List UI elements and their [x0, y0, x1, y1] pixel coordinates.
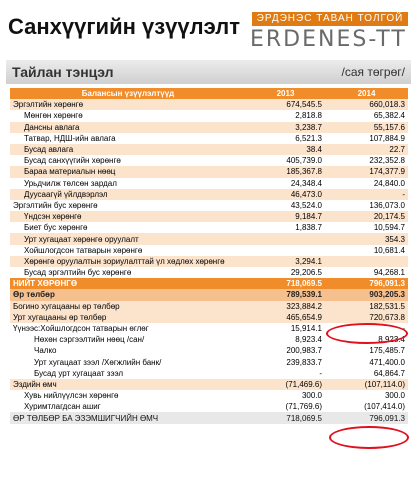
- value-2014: 182,531.5: [325, 301, 408, 312]
- value-2014: 903,205.3: [325, 289, 408, 300]
- value-2014: -: [325, 323, 408, 334]
- value-2013: [246, 245, 325, 256]
- table-row: [10, 278, 408, 289]
- table-row: [10, 166, 408, 177]
- section-title: Тайлан тэнцэл: [12, 64, 114, 80]
- table-row: [10, 256, 408, 267]
- value-2013: 1,838.7: [246, 222, 325, 233]
- value-2013: 43,524.0: [246, 200, 325, 211]
- value-2013: (71,769.6): [246, 401, 325, 412]
- value-2014: 136,073.0: [325, 200, 408, 211]
- value-2013: 674,545.5: [246, 99, 325, 110]
- value-2013: 24,348.4: [246, 178, 325, 189]
- value-2013: -: [246, 368, 325, 379]
- value-2014: 107,884.9: [325, 133, 408, 144]
- value-2013: 718,069.5: [246, 412, 325, 423]
- table-row: [10, 312, 408, 323]
- value-2014: 796,091.3: [325, 412, 408, 423]
- logo-main-text: ERDENES-TT: [250, 27, 407, 52]
- row-label: Урт хугацаат зээл /Хөгжлийн банк/: [10, 357, 246, 368]
- value-2013: 200,983.7: [246, 345, 325, 356]
- row-label: Биет бус хөрөнгө: [10, 222, 246, 233]
- row-label: Бараа материалын нөөц: [10, 166, 246, 177]
- value-2013: 300.0: [246, 390, 325, 401]
- value-2013: 465,654.9: [246, 312, 325, 323]
- table-row: [10, 289, 408, 300]
- value-2014: 20,174.5: [325, 211, 408, 222]
- value-2014: 720,673.8: [325, 312, 408, 323]
- value-2014: 174,377.9: [325, 166, 408, 177]
- value-2014: 300.0: [325, 390, 408, 401]
- value-2014: (107,414.0): [325, 401, 408, 412]
- row-label: Бусад авлага: [10, 144, 246, 155]
- table-row: [10, 155, 408, 166]
- row-label: НИЙТ ХӨРӨНГӨ: [10, 278, 246, 289]
- table-row: [10, 189, 408, 200]
- value-2014: (107,114.0): [325, 379, 408, 390]
- section-bar: [6, 60, 411, 84]
- table-row: [10, 301, 408, 312]
- value-2013: 38.4: [246, 144, 325, 155]
- value-2013: [246, 233, 325, 244]
- row-label: Мөнгөн хөрөнгө: [10, 110, 246, 121]
- row-label: Хойшлогдсон татварын хөрөнгө: [10, 245, 246, 256]
- table-row: [10, 390, 408, 401]
- page-title: Санхүүгийн үзүүлэлт: [8, 14, 240, 39]
- row-label: Татвар, НДШ-ийн авлага: [10, 133, 246, 144]
- value-2013: 29,206.5: [246, 267, 325, 278]
- highlight-oval-equity: [329, 426, 409, 449]
- value-2014: [325, 256, 408, 267]
- table-row: [10, 379, 408, 390]
- value-2013: 718,069.5: [246, 278, 325, 289]
- table-row: [10, 211, 408, 222]
- row-label: Бусад санхүүгийн хөрөнгө: [10, 155, 246, 166]
- value-2013: (71,469.6): [246, 379, 325, 390]
- value-2013: 2,818.8: [246, 110, 325, 121]
- header-2013: 2013: [246, 88, 325, 99]
- value-2014: 660,018.3: [325, 99, 408, 110]
- value-2013: 46,473.0: [246, 189, 325, 200]
- table-row: [10, 245, 408, 256]
- row-label: Эздийн өмч: [10, 379, 246, 390]
- value-2014: 232,352.8: [325, 155, 408, 166]
- value-2013: 3,294.1: [246, 256, 325, 267]
- row-label: ӨР ТӨЛБӨР БА ЭЗЭМШИГЧИЙН ӨМЧ: [10, 412, 246, 423]
- value-2013: 6,521.3: [246, 133, 325, 144]
- value-2014: 471,400.0: [325, 357, 408, 368]
- value-2014: 22.7: [325, 144, 408, 155]
- value-2014: 796,091.3: [325, 278, 408, 289]
- header-2014: 2014: [325, 88, 408, 99]
- value-2014: 24,840.0: [325, 178, 408, 189]
- value-2013: 789,539.1: [246, 289, 325, 300]
- row-label: Дансны авлага: [10, 122, 246, 133]
- table-row: [10, 122, 408, 133]
- table-row: [10, 357, 408, 368]
- value-2013: 185,367.8: [246, 166, 325, 177]
- value-2014: -: [325, 189, 408, 200]
- row-label: Үндсэн хөрөнгө: [10, 211, 246, 222]
- value-2014: 10,594.7: [325, 222, 408, 233]
- value-2013: 405,739.0: [246, 155, 325, 166]
- value-2014: 8,923.4: [325, 334, 408, 345]
- table-row: [10, 144, 408, 155]
- row-label: Бусад урт хугацаат зээл: [10, 368, 246, 379]
- row-label: Урьдчилж төлсөн зардал: [10, 178, 246, 189]
- row-label: Хувь нийлүүлсэн хөрөнгө: [10, 390, 246, 401]
- company-logo: [250, 8, 415, 56]
- table-row: [10, 200, 408, 211]
- value-2013: 239,833.7: [246, 357, 325, 368]
- table-row: [10, 99, 408, 110]
- table-row: [10, 267, 408, 278]
- unit-label: /сая төгрөг/: [341, 65, 405, 79]
- header-indicator: Балансын үзүүлэлтүүд: [10, 88, 246, 99]
- value-2013: 323,884.2: [246, 301, 325, 312]
- row-label: Урт хугацаат хөрөнгө оруулалт: [10, 233, 246, 244]
- table-header-row: [10, 88, 408, 99]
- table-row: [10, 110, 408, 121]
- value-2013: 9,184.7: [246, 211, 325, 222]
- row-label: Бусад эргэлтийн бус хөрөнгө: [10, 267, 246, 278]
- table-row: [10, 233, 408, 244]
- value-2013: 8,923.4: [246, 334, 325, 345]
- value-2014: 65,382.4: [325, 110, 408, 121]
- row-label: Эргэлтийн хөрөнгө: [10, 99, 246, 110]
- value-2014: 55,157.6: [325, 122, 408, 133]
- row-label: Үүнээс:Хойшлогдсон татварын өглөг: [10, 323, 246, 334]
- value-2014: 175,485.7: [325, 345, 408, 356]
- table-row: [10, 178, 408, 189]
- table-row: [10, 222, 408, 233]
- row-label: Богино хугацааны өр төлбөр: [10, 301, 246, 312]
- row-label: Хөрөнгө оруулалтын зориулалттай үл хөдлөх хөрөнгө: [10, 256, 246, 267]
- row-label: Дуусаагүй үйлдвэрлэл: [10, 189, 246, 200]
- table-row: [10, 345, 408, 356]
- value-2014: 354.3: [325, 233, 408, 244]
- row-label: Урт хугацааны өр төлбөр: [10, 312, 246, 323]
- table-row: [10, 368, 408, 379]
- row-label: Эргэлтийн бус хөрөнгө: [10, 200, 246, 211]
- value-2014: 64,864.7: [325, 368, 408, 379]
- balance-sheet-table: [10, 88, 408, 424]
- value-2014: 10,681.4: [325, 245, 408, 256]
- table-row: [10, 401, 408, 412]
- value-2013: 3,238.7: [246, 122, 325, 133]
- row-label: Хуримтлагдсан ашиг: [10, 401, 246, 412]
- row-label: Чалко: [10, 345, 246, 356]
- value-2014: 94,268.1: [325, 267, 408, 278]
- table-row: [10, 412, 408, 423]
- highlight-oval-liabilities: [326, 323, 408, 344]
- table-row: [10, 133, 408, 144]
- row-label: Нөхөн сэргээлтийн нөөц /сан/: [10, 334, 246, 345]
- value-2013: 15,914.1: [246, 323, 325, 334]
- row-label: Өр төлбөр: [10, 289, 246, 300]
- logo-top-text: ЭРДЭНЭС ТАВАН ТОЛГОЙ: [252, 12, 408, 26]
